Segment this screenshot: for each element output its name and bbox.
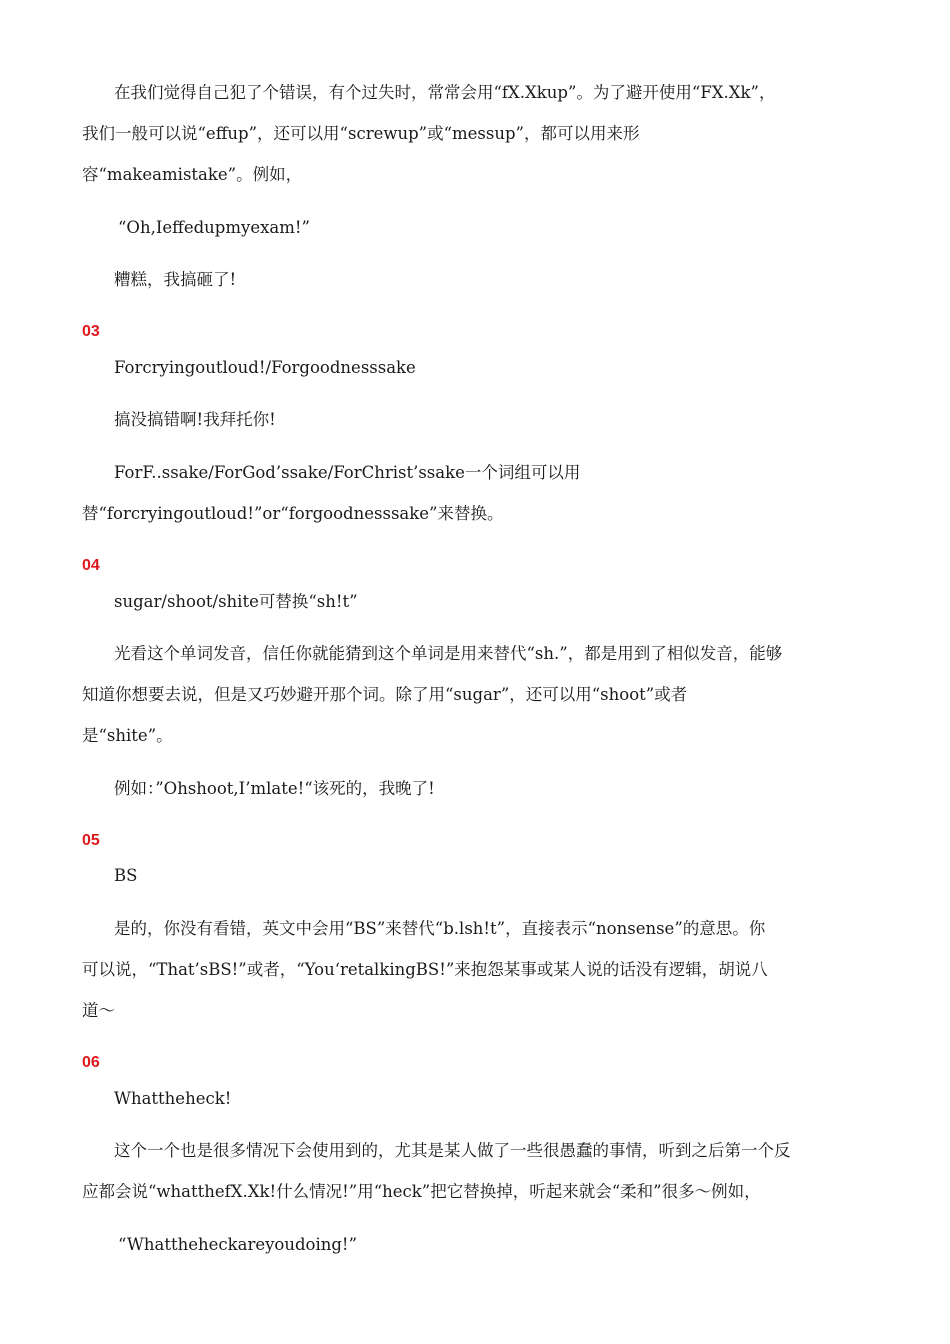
- intro-example: “Oh,Ieffedupmyexam!”: [118, 218, 310, 237]
- section-03-paragraph-line-1: ForF..ssake/ForGod’ssake/ForChrist’ssake一个词组可以用: [114, 463, 581, 482]
- section-03-number: 03: [82, 323, 100, 340]
- section-03-paragraph-line-2: 替“forcryingoutloud!”or“forgoodnesssake”来替换。: [82, 504, 504, 523]
- section-05-paragraph-line-2: 可以说，“That’sBS!”或者，“You‘retalkingBS!”来抱怨某事或某人说的话没有逻辑，胡说八: [82, 960, 768, 979]
- intro-paragraph-line-3: 容“makeamistake”。例如，: [82, 165, 303, 184]
- section-05-paragraph-line-1: 是的，你没有看错，英文中会用“BS”来替代“b.lsh!t”，直接表示“nonsense”的意思。你: [114, 919, 766, 938]
- section-04-phrase: sugar/shoot/shite可替换“sh!t”: [114, 592, 358, 611]
- section-03-phrase: Forcryingoutloud!/Forgoodnesssake: [114, 358, 416, 377]
- section-04-number: 04: [82, 557, 100, 574]
- section-04-example: 例如：”Ohshoot,I’mlate!“该死的，我晚了!: [114, 779, 435, 798]
- section-05-paragraph-line-3: 道～: [82, 1001, 115, 1020]
- section-03-translation: 搞没搞错啊!我拜托你!: [114, 410, 276, 429]
- intro-paragraph-line-1: 在我们觉得自己犯了个错误，有个过失时，常常会用“fX.Xkup”。为了避开使用“FX.Xk”，: [114, 83, 776, 102]
- section-06-paragraph-line-2: 应都会说“whatthefX.Xk!什么情况!”用“heck”把它替换掉，听起来就会“柔和”很多～例如，: [82, 1182, 761, 1201]
- section-04-paragraph-line-1: 光看这个单词发音，信任你就能猜到这个单词是用来替代“sh.”，都是用到了相似发音，能够: [114, 644, 783, 663]
- section-06-example: “Whattheheckareyoudoing!”: [118, 1235, 358, 1254]
- section-05-phrase: BS: [114, 866, 138, 885]
- section-04-paragraph-line-3: 是“shite”。: [82, 726, 173, 745]
- section-06-phrase: Whattheheck!: [114, 1089, 232, 1108]
- intro-translation: 糟糕，我搞砸了!: [114, 270, 237, 289]
- section-04-paragraph-line-2: 知道你想要去说，但是又巧妙避开那个词。除了用“sugar”，还可以用“shoot”或者: [82, 685, 688, 704]
- section-06-paragraph-line-1: 这个一个也是很多情况下会使用到的，尤其是某人做了一些很愚蠢的事情，听到之后第一个反: [114, 1141, 791, 1160]
- intro-paragraph-line-2: 我们一般可以说“effup”，还可以用“screwup”或“messup”，都可以用来形: [82, 124, 640, 143]
- section-06-number: 06: [82, 1054, 100, 1071]
- section-05-number: 05: [82, 832, 100, 849]
